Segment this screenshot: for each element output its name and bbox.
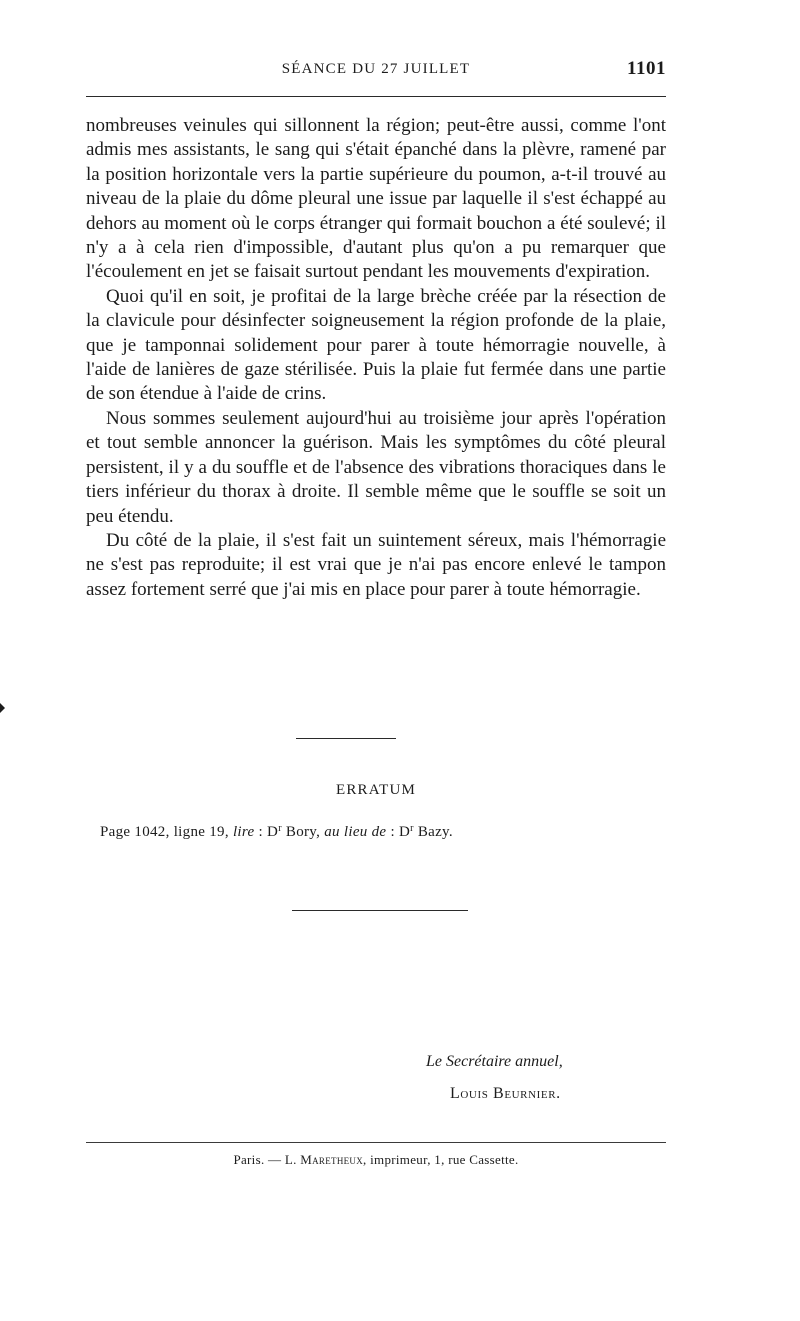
imprint-printer-name: Maretheux, [300,1152,367,1167]
erratum-title: ERRATUM [335,782,417,798]
erratum-lire: lire [232,824,255,840]
imprint-address: imprimeur, 1, rue Cassette. [370,1152,519,1167]
erratum-dr-2 [399,824,414,840]
printer-imprint [86,1152,666,1168]
signature-block [400,1046,666,1110]
section-divider-rule [296,738,396,739]
erratum-correct-name: Bory, [285,824,321,840]
body-text [86,114,666,602]
erratum-dr-sup-1: r [278,823,282,834]
paragraph-3: Nous sommes seulement aujourd'hui au troisième jour après l'opération et tout semble annoncer la guérison. Mais les symptômes du côté pleural persistent, il y a du souffle et de l'absence des vibrations thoraciques dans le tiers inférieur du thorax à droite. Il semble même que le souffle se soit un peu étendu. [86,407,666,527]
signature-name: Louis Beurnier. [450,1085,561,1102]
erratum-page-ref: Page 1042, ligne 19, [100,824,229,840]
end-divider-rule [292,910,468,911]
header-rule [86,96,666,97]
erratum-wrong-name: Bazy. [417,824,453,840]
erratum-dr-1 [267,824,282,840]
erratum-separator-1: : [258,824,263,840]
margin-mark-icon [0,703,5,713]
erratum-au-lieu-de: au lieu de [324,824,387,840]
signature-role: Le Secrétaire annuel, [426,1053,563,1070]
running-head [86,58,666,86]
footer-rule [86,1142,666,1143]
page-number: 1101 [627,58,666,79]
imprint-city: Paris. — L. [233,1152,297,1167]
paragraph-4: Du côté de la plaie, il s'est fait un suintement séreux, mais l'hémorragie ne s'est pas reproduite; il est vrai que je n'ai pas encore enlevé le tampon assez fortement serré que j'ai mis en place pour parer à toute hémorragie. [86,529,666,600]
erratum-dr-prefix-1: D [267,824,279,840]
paragraph-2: Quoi qu'il en soit, je profitai de la large brèche créée par la résection de la clavicule pour désinfecter soigneusement la région profonde de la plaie, que je tamponnai solidement pour parer à toute hémorragie nouvelle, à l'aide de lanières de gaze stérilisée. Puis la plaie fut fermée dans une partie de son étendue à l'aide de crins. [86,285,666,405]
paragraph-1: nombreuses veinules qui sillonnent la région; peut-être aussi, comme l'ont admis mes assistants, le sang qui s'était épanché dans la plèvre, ramené par la position horizontale vers la partie supérieure du poumon, a-t-il trouvé au niveau de la plaie du dôme pleural une issue par laquelle il s'est échappé au dehors au moment où le corps étranger qui formait bouchon a été soulevé; il n'y a à cela rien d'impossible, d'autant plus qu'on a pu remarquer que l'écoulement en jet se faisait surtout pendant les mouvements d'expiration. [86,115,666,283]
running-title: SÉANCE DU 27 JUILLET [281,61,471,77]
erratum-line [100,824,666,841]
erratum-dr-prefix-2: D [398,824,411,840]
erratum-separator-2: : [390,824,395,840]
erratum-dr-sup-2: r [410,823,414,834]
